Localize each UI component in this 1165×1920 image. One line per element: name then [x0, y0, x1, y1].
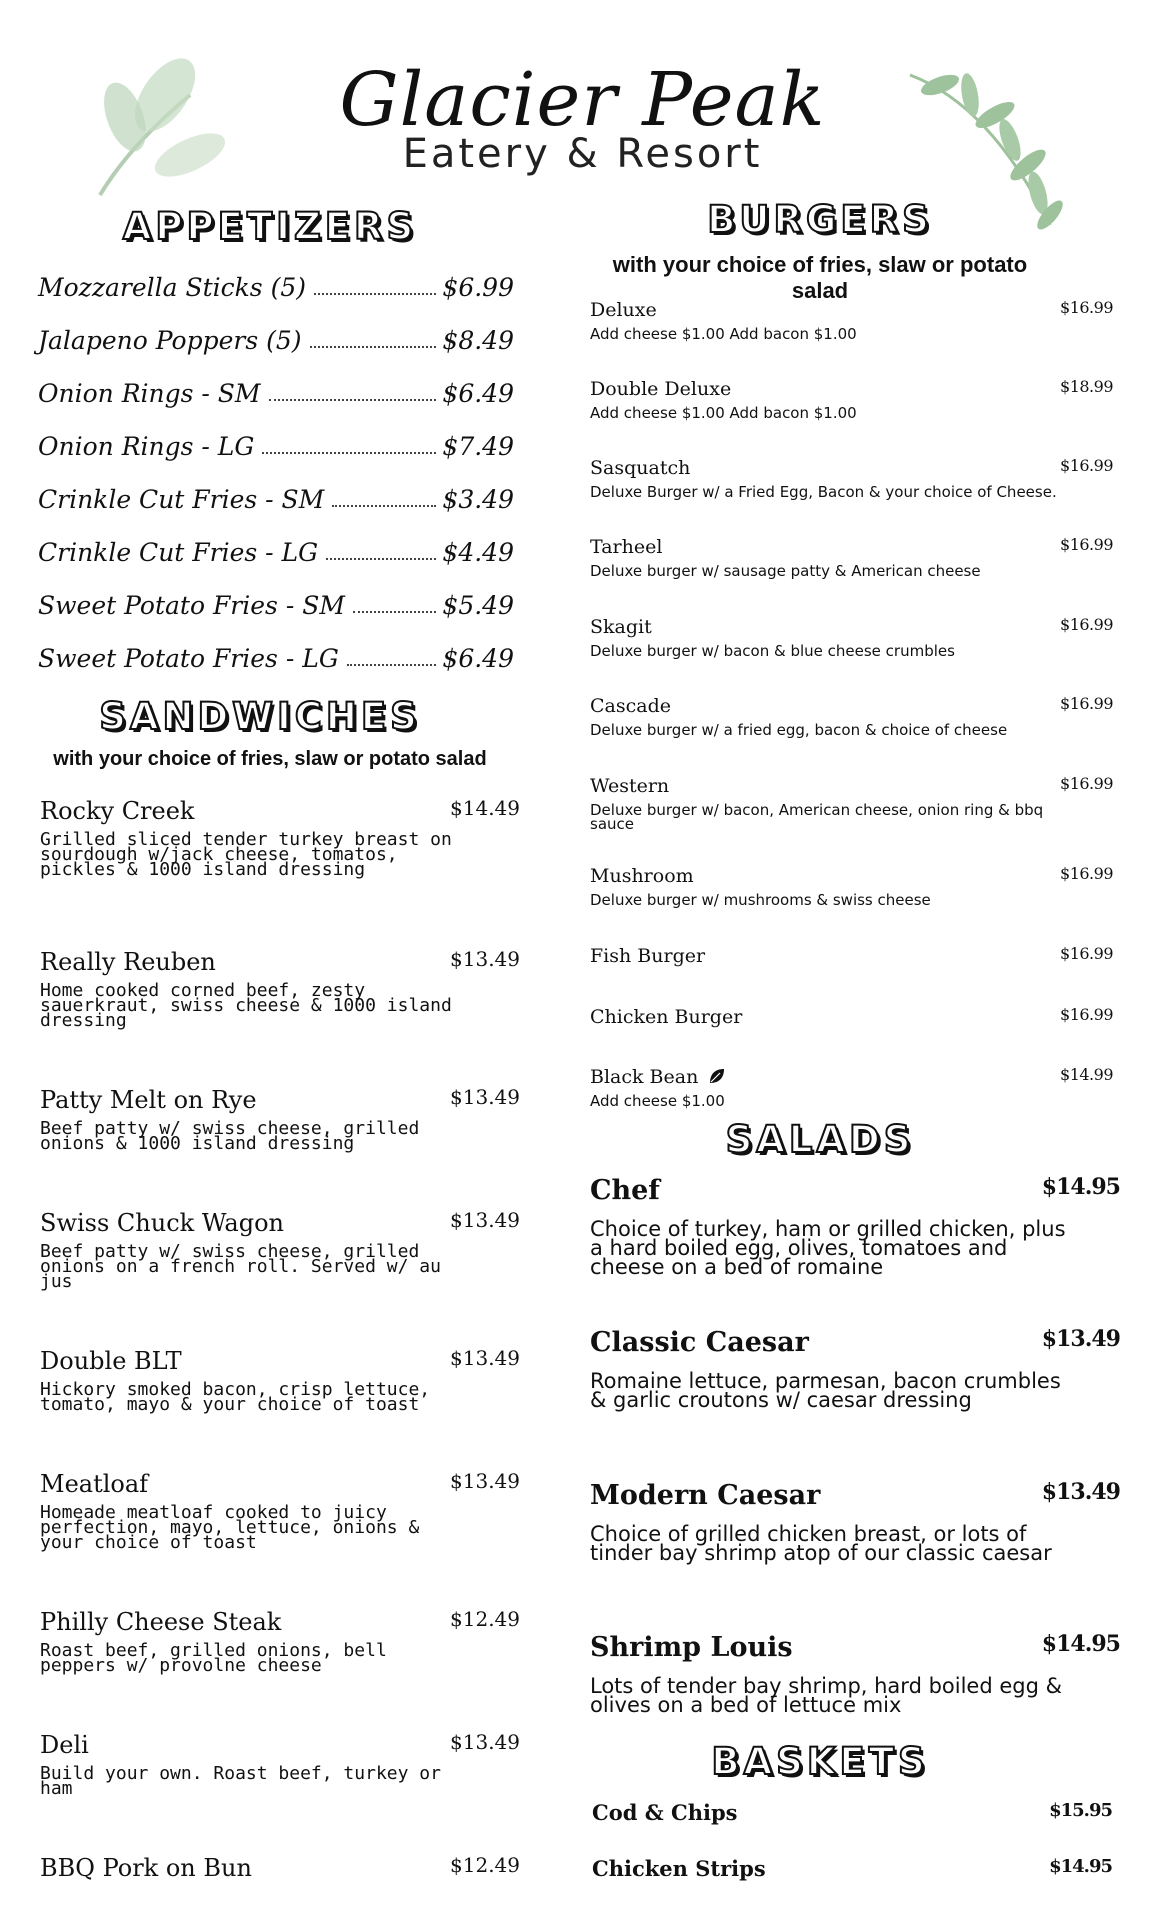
leaf-icon: [708, 1067, 726, 1085]
baskets-heading: BASKETS: [711, 1740, 929, 1783]
appetizer-item: Sweet Potato Fries - LG $6.49: [38, 644, 514, 673]
sandwich-item: Really Reuben $13.49 Home cooked corned beef, zesty sauerkraut, swiss cheese & 1000 island dressing: [40, 947, 520, 1031]
basket-item: Chicken Strips $14.95: [592, 1856, 1112, 1881]
appetizer-item: Mozzarella Sticks (5) $6.99: [38, 273, 514, 302]
burger-item: Mushroom $16.99 Deluxe burger w/ mushrooms & swiss cheese: [590, 864, 1113, 909]
burger-item: Chicken Burger $16.99: [590, 1005, 1113, 1028]
sandwich-item: BBQ Pork on Bun $12.49: [40, 1853, 520, 1882]
sandwich-item: Deli $13.49 Build your own. Roast beef, turkey or ham: [40, 1730, 520, 1799]
appetizer-item: Onion Rings - SM $6.49: [38, 379, 514, 408]
appetizer-item: Crinkle Cut Fries - SM $3.49: [38, 485, 514, 514]
sandwich-item: Patty Melt on Rye $13.49 Beef patty w/ swiss cheese, grilled onions & 1000 island dressing: [40, 1085, 520, 1154]
burger-item: Sasquatch $16.99 Deluxe Burger w/ a Fried Egg, Bacon & your choice of Cheese.: [590, 456, 1113, 501]
salad-item: Chef $14.95 Choice of turkey, ham or grilled chicken, plus a hard boiled egg, olives, tomatoes and cheese on a bed of romaine: [590, 1174, 1120, 1279]
restaurant-name: Glacier Peak: [339, 57, 826, 143]
salad-item: Classic Caesar $13.49 Romaine lettuce, parmesan, bacon crumbles & garlic croutons w/ caesar dressing: [590, 1326, 1120, 1412]
burger-item: Deluxe $16.99 Add cheese $1.00 Add bacon $1.00: [590, 298, 1113, 343]
sandwich-item: Philly Cheese Steak $12.49 Roast beef, grilled onions, bell peppers w/ provolne cheese: [40, 1607, 520, 1676]
burger-item: Black Bean $14.99 Add cheese $1.00: [590, 1065, 1113, 1110]
appetizer-item: Jalapeno Poppers (5) $8.49: [38, 326, 514, 355]
sandwiches-subtitle: with your choice of fries, slaw or potato salad: [53, 748, 487, 770]
salads-heading: SALADS: [725, 1118, 915, 1161]
salad-item: Shrimp Louis $14.95 Lots of tender bay shrimp, hard boiled egg & olives on a bed of lettuce mix: [590, 1631, 1120, 1717]
sandwiches-heading: SANDWICHES: [99, 695, 421, 738]
restaurant-tagline: Eatery & Resort: [402, 131, 763, 177]
salad-item: Modern Caesar $13.49 Choice of grilled chicken breast, or lots of tinder bay shrimp atop of our classic caesar: [590, 1479, 1120, 1565]
appetizer-item: Sweet Potato Fries - SM $5.49: [38, 591, 514, 620]
burger-item: Tarheel $16.99 Deluxe burger w/ sausage patty & American cheese: [590, 535, 1113, 580]
burger-item: Cascade $16.99 Deluxe burger w/ a fried egg, bacon & choice of cheese: [590, 694, 1113, 739]
sandwich-item: Swiss Chuck Wagon $13.49 Beef patty w/ swiss cheese, grilled onions on a french roll. Served w/ au jus: [40, 1208, 520, 1292]
burger-item: Skagit $16.99 Deluxe burger w/ bacon & blue cheese crumbles: [590, 615, 1113, 660]
burger-item: Double Deluxe $18.99 Add cheese $1.00 Add bacon $1.00: [590, 377, 1113, 422]
appetizer-item: Crinkle Cut Fries - LG $4.49: [38, 538, 514, 567]
burger-item: Fish Burger $16.99: [590, 944, 1113, 967]
basket-item: Cod & Chips $15.95: [592, 1800, 1112, 1825]
burgers-heading: BURGERS: [707, 198, 933, 241]
burgers-subtitle: with your choice of fries, slaw or potato salad: [612, 252, 1028, 303]
burger-item: Western $16.99 Deluxe burger w/ bacon, American cheese, onion ring & bbq sauce: [590, 774, 1113, 833]
appetizers-heading: APPETIZERS: [122, 205, 418, 248]
sandwich-item: Rocky Creek $14.49 Grilled sliced tender turkey breast on sourdough w/jack cheese, tomatos, pickles & 1000 island dressing: [40, 796, 520, 880]
sandwich-item: Double BLT $13.49 Hickory smoked bacon, crisp lettuce, tomato, mayo & your choice of toast: [40, 1346, 520, 1415]
appetizer-item: Onion Rings - LG $7.49: [38, 432, 514, 461]
sandwich-item: Meatloaf $13.49 Homeade meatloaf cooked to juicy perfection, mayo, lettuce, onions & your choice of toast: [40, 1469, 520, 1553]
